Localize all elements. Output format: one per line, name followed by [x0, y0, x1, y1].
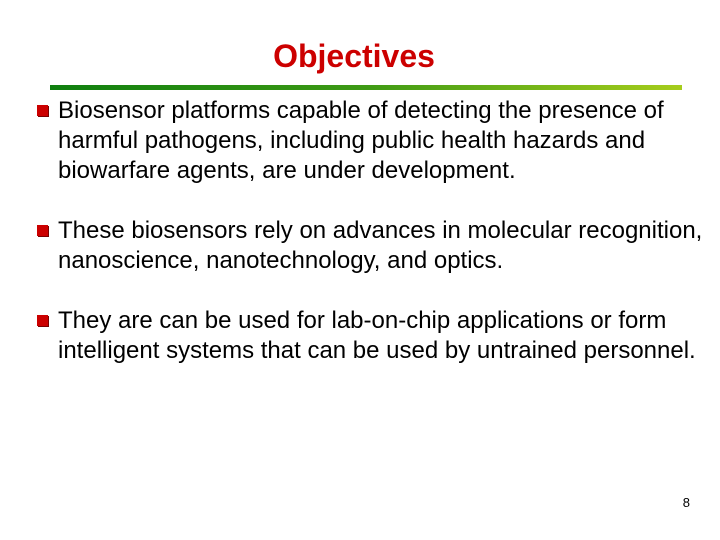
bullet-item — [20, 96, 710, 186]
slide-title: Objectives — [273, 38, 435, 74]
bullet-list — [20, 96, 710, 396]
bullet-item — [20, 306, 710, 366]
square-bullet-icon — [37, 315, 48, 326]
square-bullet-icon — [37, 105, 48, 116]
bullet-text: Biosensor platforms capable of detecting the presence of harmful pathogens, including public health hazards and biowarfare agents, are under development. — [58, 97, 664, 184]
bullet-item — [20, 216, 710, 276]
square-bullet-icon — [37, 225, 48, 236]
bullet-text: They are can be used for lab-on-chip applications or form intelligent systems that can be used by untrained personnel. — [58, 307, 696, 364]
title-underline — [50, 85, 682, 90]
page-number: 8 — [682, 495, 690, 510]
bullet-text: These biosensors rely on advances in molecular recognition, nanoscience, nanotechnology, and optics. — [58, 217, 703, 274]
